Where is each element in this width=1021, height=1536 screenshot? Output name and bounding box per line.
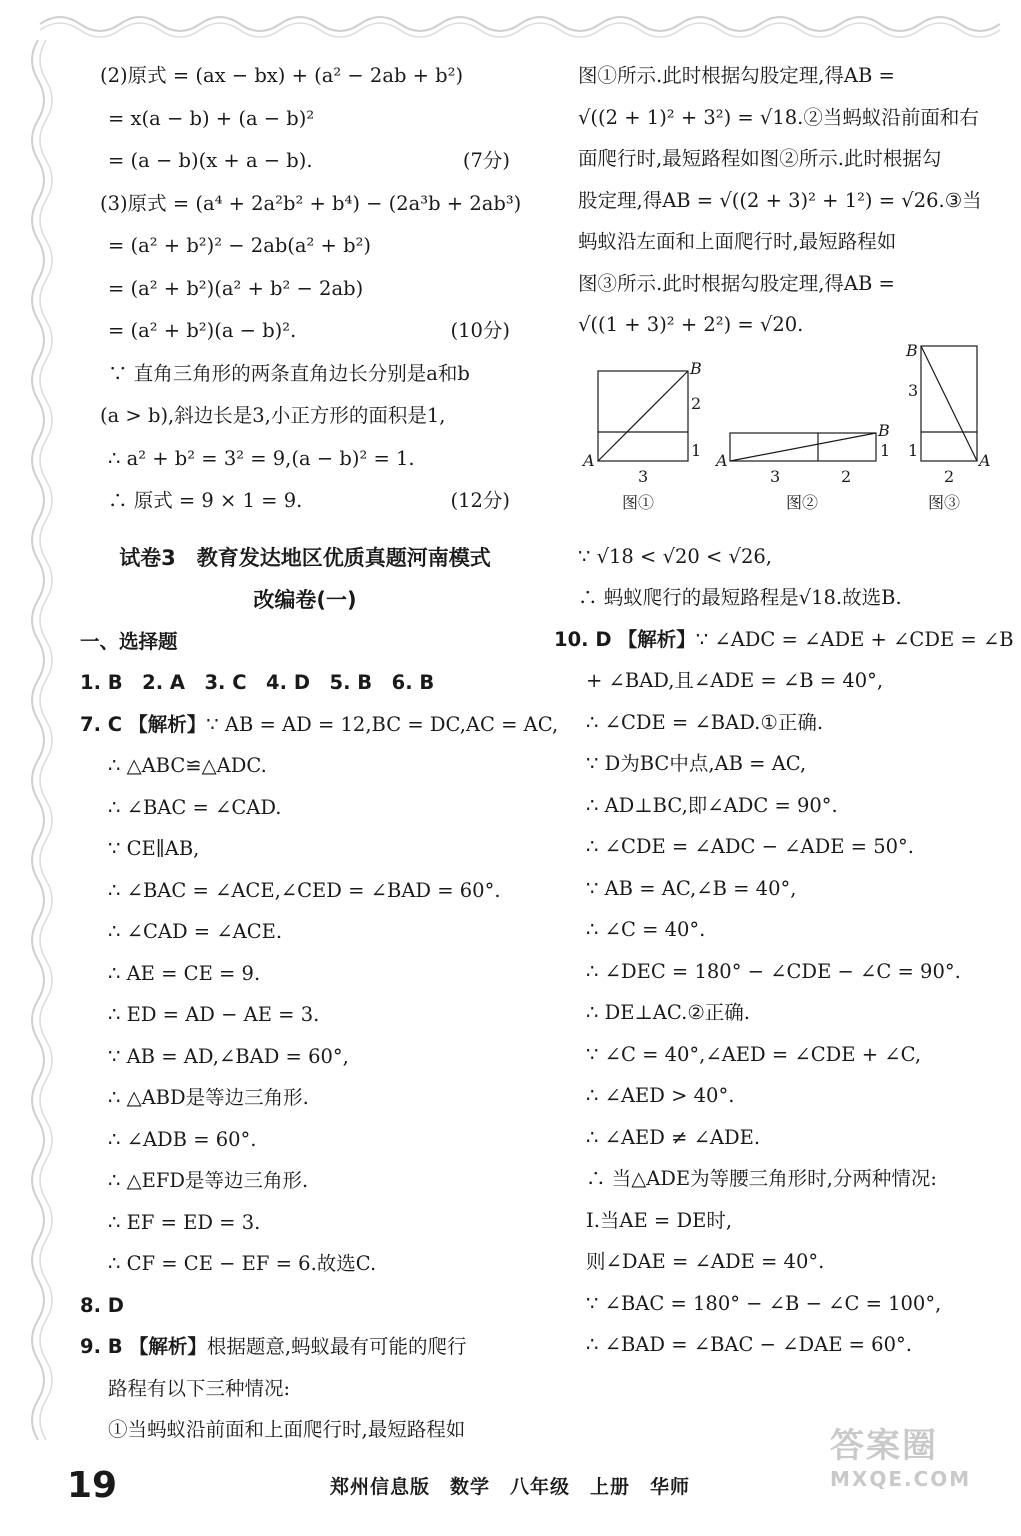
decorative-top-border: [0, 0, 1021, 40]
watermark-logo: 答案圈: [830, 1426, 938, 1466]
answers-row: 1. B 2. A 3. C 4. D 5. B 6. B: [80, 671, 435, 694]
question-10-solution: [578, 660, 988, 1366]
fig1-dim: 1: [691, 440, 702, 460]
analysis-tag: 【解析】: [128, 1335, 207, 1358]
question-10-header: 10. D 【解析】∵ ∠ADC = ∠ADE + ∠CDE = ∠B: [554, 627, 1014, 651]
answer-line: (3)原式 = (a⁴ + 2a²b² + b⁴) − (2a³b + 2ab³): [100, 191, 522, 215]
fig1-dim: 2: [691, 393, 702, 413]
solution-line: ∴ ∠CDE = ∠ADC − ∠ADE = 50°.: [586, 835, 914, 858]
solution-line: 股定理,得AB = √((2 + 3)² + 1²) = √26.③当: [578, 188, 982, 212]
watermark-url: MXQE.COM: [830, 1467, 972, 1491]
solution-line: ∴ EF = ED = 3.: [108, 1210, 261, 1234]
solution-line: Ⅰ.当AE = DE时,: [586, 1208, 733, 1232]
solution-line: ∴ ∠AED > 40°.: [586, 1084, 735, 1107]
answer-line: (a > b),斜边长是3,小正方形的面积是1,: [100, 404, 446, 427]
question-9-header: 9. B 【解析】根据题意,蚂蚁最有可能的爬行: [80, 1335, 467, 1358]
question-number: 7. C: [80, 712, 123, 736]
solution-line: ∴ 当△ADE为等腰三角形时,分两种情况:: [586, 1167, 937, 1190]
solution-line: ∴ 蚂蚁爬行的最短路程是√18.故选B.: [578, 586, 902, 609]
score-label: (12分): [450, 489, 510, 512]
solution-line: √((2 + 1)² + 3²) = √18.②当蚂蚁沿前面和右: [578, 105, 979, 129]
solution-line: 面爬行时,最短路程如图②所示.此时根据勾: [578, 147, 942, 170]
page-number: 19: [67, 1465, 118, 1506]
fig1-path: [598, 371, 688, 461]
solution-line: ∴ ∠BAC = ∠ACE,∠CED = ∠BAD = 60°.: [108, 878, 501, 902]
solution-line: ∴ ∠AED ≠ ∠ADE.: [586, 1125, 761, 1149]
question-8: 8. D: [80, 1293, 124, 1317]
fig1-label-a: A: [583, 450, 595, 470]
solution-line: ∵ ∠C = 40°,∠AED = ∠CDE + ∠C,: [586, 1042, 922, 1066]
solution-line: ∵ AB = AD,∠BAD = 60°,: [108, 1044, 349, 1068]
answer-line: ∴ 原式 = 9 × 1 = 9. (12分): [100, 480, 510, 523]
solution-line: ∴ ∠BAC = ∠CAD.: [108, 795, 282, 819]
fig3-label-a: A: [979, 450, 991, 470]
fig3-dim: 3: [908, 380, 919, 400]
question-9-continued: [578, 55, 988, 346]
right-column: [554, 55, 1014, 1366]
solution-line: ∴ ∠CAD = ∠ACE.: [108, 920, 283, 943]
answer-line: ∵ 直角三角形的两条直角边长分别是a和b: [108, 361, 470, 385]
watermark: [830, 1418, 971, 1491]
fig2-dim: 1: [880, 440, 891, 460]
fig2-label-b: B: [878, 420, 890, 440]
solution-line: √((1 + 3)² + 2²) = √20.: [578, 313, 804, 336]
fig3-dim: 1: [908, 440, 919, 460]
section-subtitle: 改编卷(一): [253, 587, 357, 612]
fig3-dim: 2: [944, 466, 955, 486]
figures-svg: [578, 340, 991, 536]
solution-line: ∴ ED = AD − AE = 3.: [108, 1003, 320, 1026]
solution-line: ∵ CE∥AB,: [108, 837, 200, 860]
fig2-dim: 2: [841, 466, 852, 486]
answer-line: = (a² + b²)² − 2ab(a² + b²): [108, 234, 371, 257]
solution-line: ∵ √18 < √20 < √26,: [578, 544, 772, 568]
solution-line: 路程有以下三种情况:: [108, 1376, 291, 1400]
solution-line: ∴ ∠DEC = 180° − ∠CDE − ∠C = 90°.: [586, 959, 961, 983]
analysis-tag: 【解析】: [617, 627, 696, 651]
fig3-label-b: B: [906, 340, 918, 360]
solution-line: ∵ AB = AC,∠B = 40°,: [586, 876, 797, 900]
analysis-tag: 【解析】: [128, 712, 207, 736]
solution-line: ∴ AD⊥BC,即∠ADC = 90°.: [586, 793, 838, 817]
fig1-label-b: B: [690, 358, 702, 378]
footer-text: 郑州信息版 数学 八年级 上册 华师: [330, 1476, 691, 1498]
solution-line: 图③所示.此时根据勾股定理,得AB =: [578, 271, 895, 295]
answer-line: = x(a − b) + (a − b)²: [108, 106, 315, 130]
solution-line: ∴ AE = CE = 9.: [108, 961, 261, 985]
fig1-dim: 3: [638, 466, 649, 486]
solution-line: ∴ ∠C = 40°.: [586, 918, 706, 941]
fig2-caption: 图②: [786, 492, 819, 512]
decorative-left-border: [0, 0, 60, 1536]
fig3-caption: 图③: [928, 492, 961, 512]
solution-line: 则∠DAE = ∠ADE = 40°.: [586, 1250, 825, 1273]
solution-line: ∴ CF = CE − EF = 6.故选C.: [108, 1252, 377, 1275]
score-label: (7分): [462, 149, 510, 172]
question-number: 10. D: [554, 627, 612, 651]
solution-line: 蚂蚁沿左面和上面爬行时,最短路程如: [578, 230, 897, 253]
answer-line: = (a² + b²)(a − b)². (10分): [100, 310, 510, 353]
solution-line: + ∠BAD,且∠ADE = ∠B = 40°,: [586, 669, 884, 692]
sub-heading: 一、选择题: [80, 629, 178, 653]
answer-line: = (a² + b²)(a² + b² − 2ab): [108, 276, 364, 300]
figures-area: [578, 340, 991, 536]
solution-line: ∴ ∠BAD = ∠BAC − ∠DAE = 60°.: [586, 1333, 912, 1356]
question-7-solution: [100, 745, 510, 1285]
score-label: (10分): [450, 319, 510, 342]
fig2-label-a: A: [716, 450, 728, 470]
left-column: [80, 55, 559, 1451]
solution-line: ∵ ∠BAC = 180° − ∠B − ∠C = 100°,: [586, 1291, 942, 1315]
solution-line: ∴ DE⊥AC.②正确.: [586, 1001, 750, 1024]
solution-line: ∴ ∠CDE = ∠BAD.①正确.: [586, 710, 824, 734]
solution-line: ∵ D为BC中点,AB = AC,: [586, 752, 807, 775]
question-9-solution: [100, 1368, 510, 1451]
question-7-header: 7. C 【解析】∵ AB = AD = 12,BC = DC,AC = AC,: [80, 712, 559, 736]
fig1-caption: 图①: [622, 492, 655, 512]
solution-line: ∴ △ABC≌△ADC.: [108, 754, 267, 777]
answer-line: = (a − b)(x + a − b). (7分): [100, 140, 510, 183]
answer-line: ∴ a² + b² = 3² = 9,(a − b)² = 1.: [108, 446, 415, 470]
fig3-path: [921, 346, 977, 461]
solution-line: ∴ △EFD是等边三角形.: [108, 1169, 309, 1192]
solution-line: ∴ △ABD是等边三角形.: [108, 1086, 309, 1109]
fig2-dim: 3: [770, 466, 781, 486]
section-title: 试卷3 教育发达地区优质真题河南模式: [119, 545, 491, 570]
question-9-conclusion: [578, 536, 988, 619]
answer-line: (2)原式 = (ax − bx) + (a² − 2ab + b²): [100, 64, 464, 87]
question-number: 9. B: [80, 1335, 123, 1358]
solution-line: ∴ ∠ADB = 60°.: [108, 1127, 257, 1151]
solution-line: 图①所示.此时根据勾股定理,得AB =: [578, 64, 895, 87]
solution-line: ①当蚂蚁沿前面和上面爬行时,最短路程如: [108, 1418, 466, 1441]
fig2-path: [730, 433, 876, 461]
